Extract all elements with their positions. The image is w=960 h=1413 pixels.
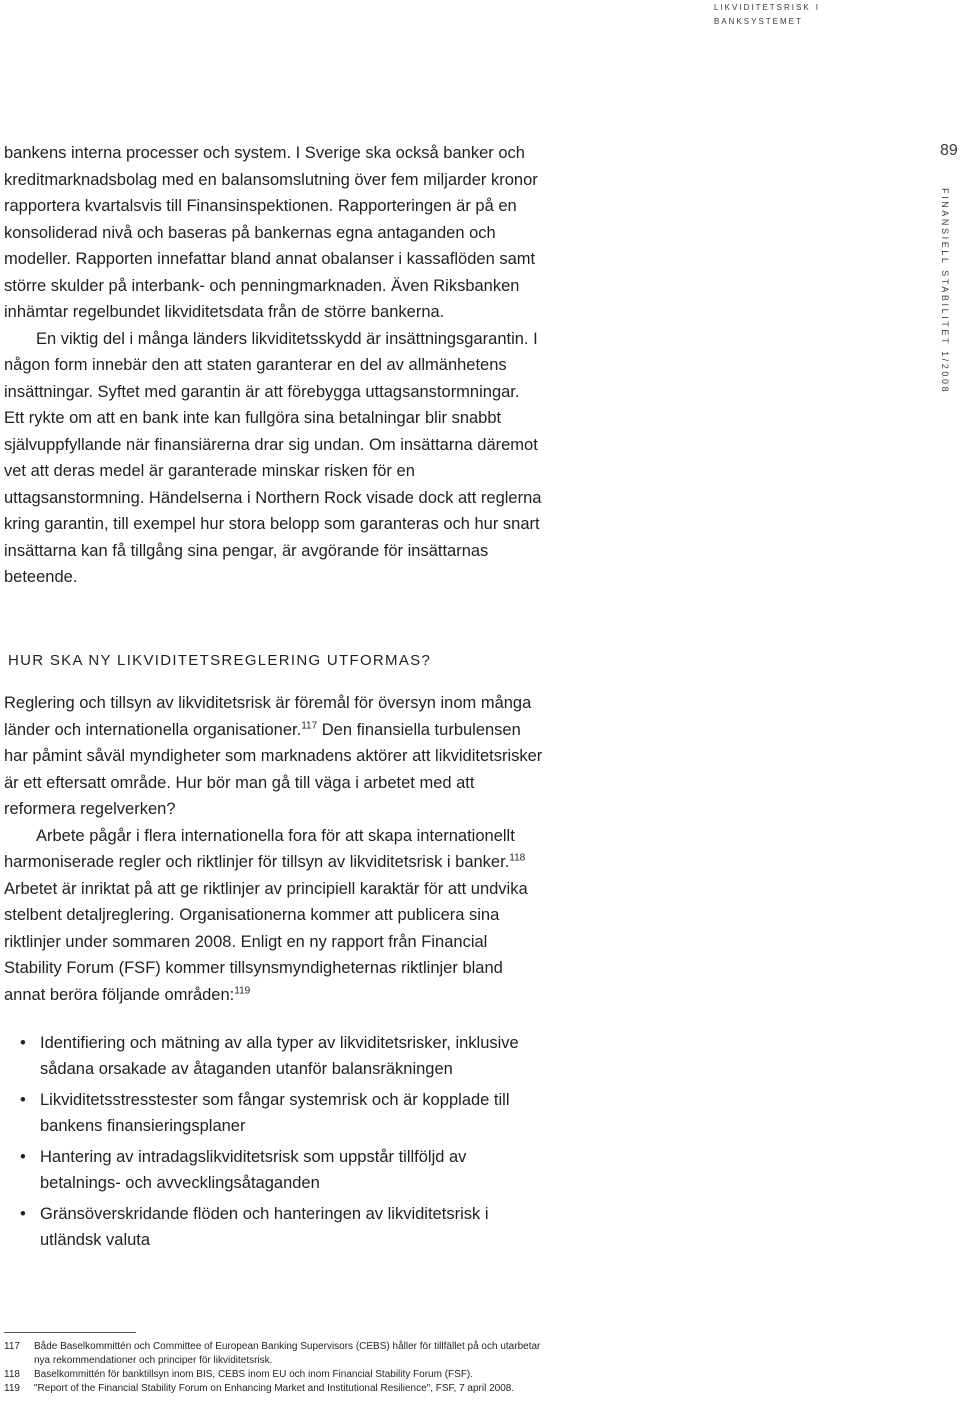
footnote-text: "Report of the Financial Stability Forum on Enhancing Market and Institutional Resilience", FSF, 7 april 2008. [34,1383,515,1394]
footnote-text: Både Baselkommittén och Committee of European Banking Supervisors (CEBS) håller för tillfället på och utarbetar nya rekommendationer och principer för likviditetsrisk. [34,1341,541,1366]
footnote-number: 118 [4,1369,20,1380]
list-item-text: Identifiering och mätning av alla typer av likviditetsrisker, inklusive sådana orsakade av åtaganden utanför balansräkningen [40,1034,519,1078]
section-paragraph-2-part-b: Arbetet är inriktat på att ge riktlinjer av principiell karaktär för att undvika stelbent detaljreglering. Organisationerna kommer att publicera sina riktlinjer under sommaren 2008. Enligt en ny rapport från Financial Stability Forum (FSF) kommer tillsynsmyndigheternas riktlinjer bland annat beröra följande områden: [4,879,528,1004]
footnote-number: 119 [4,1383,20,1394]
footnote-divider [4,1332,136,1333]
footnotes [4,1340,544,1396]
footnote-117 [4,1340,544,1368]
list-item-text: Hantering av intradagslikviditetsrisk som uppstår tillföljd av betalnings- och avvecklingsåtaganden [40,1148,467,1192]
footnote-ref-119[interactable]: 119 [234,985,251,996]
section-text [4,690,544,1008]
list-item-text: Likviditetsstresstester som fångar systemrisk och är kopplade till bankens finansieringsplaner [40,1091,510,1135]
section-heading: HUR SKA NY LIKVIDITETSREGLERING UTFORMAS? [8,652,432,669]
footnote-number: 117 [4,1341,20,1352]
footnote-119 [4,1382,544,1396]
list-item [4,1030,544,1082]
footnote-text: Baselkommittén för banktillsyn inom BIS, CEBS inom EU och inom Financial Stability Forum (FSF). [34,1369,474,1380]
bullet-icon: • [20,1091,26,1109]
section-paragraph-1-part-a: Reglering och tillsyn av likviditetsrisk är föremål för översyn inom många länder och internationella organisationer. [4,694,532,739]
intro-paragraph-2: En viktig del i många länders likviditetsskydd är insättningsgarantin. I någon form innebär den att staten garanterar en del av allmänhetens insättningar. Syftet med garantin är att förebygga uttagsanstormningar. Ett rykte om att en bank inte kan fullgöra sina betalningar blir snabbt självuppfyllande när finansiärerna drar sig undan. Om insättarna däremot vet att deras medel är garanterade minskar risken för en uttagsanstormning. Händelserna i Northern Rock visade dock att reglerna kring garantin, till exempel hur stora belopp som garanteras och hur snart insättarna kan få tillgång sina pengar, är avgörande för insättarnas beteende. [4,329,542,586]
list-item [4,1144,544,1196]
list-item [4,1087,544,1139]
list-item-text: Gränsöverskridande flöden och hanteringen av likviditetsrisk i utländsk valuta [40,1205,489,1249]
footnote-ref-117[interactable]: 117 [301,720,318,731]
list-item [4,1201,544,1253]
running-head: likviditetsrisk i banksystemet [714,1,820,27]
bullet-icon: • [20,1148,26,1166]
footnote-118 [4,1368,544,1382]
bullet-list [4,1030,544,1258]
intro-text [4,140,544,591]
page-number: 89 [940,142,958,159]
section-paragraph-1-part-b: Den finansiella turbulensen har påmint såväl myndigheter som marknadens aktörer att likviditetsrisker är ett eftersatt område. Hur bör man gå till väga i arbetet med att reformera regelverken? [4,720,543,818]
footnote-ref-118[interactable]: 118 [509,852,526,864]
intro-paragraph-1: bankens interna processer och system. I Sverige ska också banker och kreditmarknadsbolag med en balansomslutning över fem miljarder kronor rapportera kvartalsvis till Finansinspektionen. Rapporteringen är på en konsoliderad nivå och baseras på bankernas egna antaganden och modeller. Rapporten innefattar bland annat obalanser i kassaflöden samt större skulder på interbank- och penningmarknaden. Även Riksbanken inhämtar regelbundet likviditetsdata från de större bankerna. [4,144,538,321]
bullet-icon: • [20,1034,26,1052]
section-paragraph-2-part-a: Arbete pågår i flera internationella fora för att skapa internationellt harmoniserade regler och riktlinjer för tillsyn av likviditetsrisk i banker. [4,826,515,871]
side-label: FINANSIELL STABILITET 1/2008 [940,188,950,395]
section-paragraph-1 [4,690,544,823]
section-paragraph-2 [4,823,544,1009]
bullet-icon: • [20,1205,26,1223]
